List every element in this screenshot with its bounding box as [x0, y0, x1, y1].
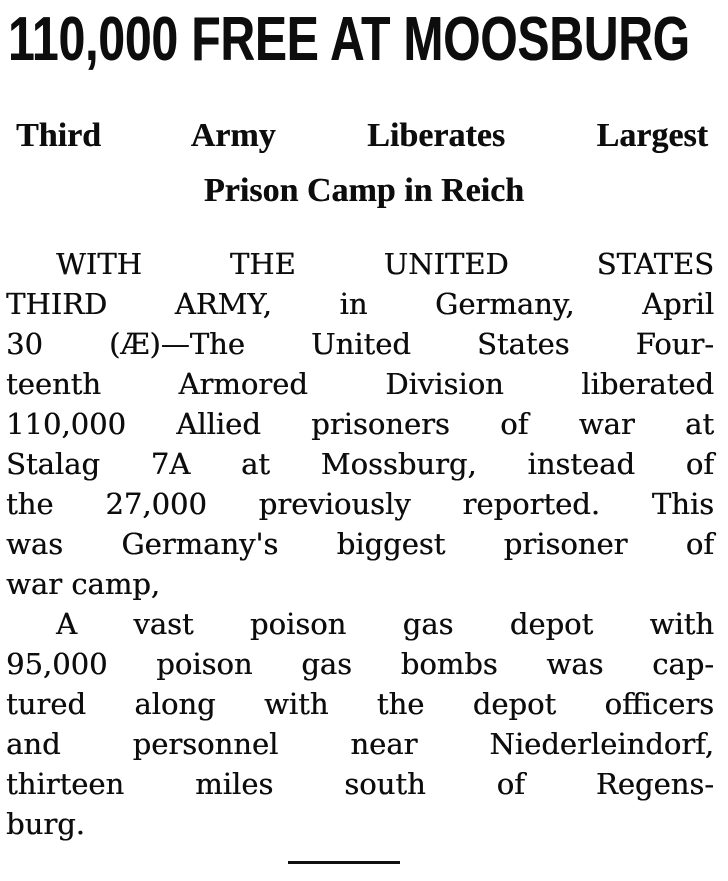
body-line: and personnel near Niederleindorf,: [6, 727, 714, 761]
body-line: was Germany's biggest prisoner of: [6, 527, 714, 561]
headline: 110,000 FREE AT MOOSBURG: [8, 5, 690, 74]
subheadline-line-2: Prison Camp in Reich: [203, 172, 525, 209]
body-line: 110,000 Allied prisoners of war at: [6, 407, 714, 441]
body-line: war camp,: [6, 567, 161, 601]
body-line: the 27,000 previously reported. This: [6, 487, 714, 521]
body-line: 95,000 poison gas bombs was cap-: [6, 647, 714, 681]
headline-row: [0, 0, 728, 72]
body-line: THIRD ARMY, in Germany, April: [6, 287, 714, 321]
body-line: 30 (Æ)—The United States Four-: [6, 327, 714, 361]
subheadline-line-1: Third Army Liberates Largest: [16, 117, 708, 154]
body-line: thirteen miles south of Regens-: [6, 767, 714, 801]
article-body: [0, 244, 728, 844]
body-line: teenth Armored Division liberated: [6, 367, 714, 401]
body-line: WITH THE UNITED STATES: [56, 247, 714, 281]
article-end-rule: [288, 861, 400, 864]
subheadline: [0, 108, 728, 218]
body-line: burg.: [6, 807, 85, 841]
body-line: tured along with the depot officers: [6, 687, 714, 721]
body-line: Stalag 7A at Mossburg, instead of: [6, 447, 714, 481]
body-line: A vast poison gas depot with: [56, 607, 714, 641]
